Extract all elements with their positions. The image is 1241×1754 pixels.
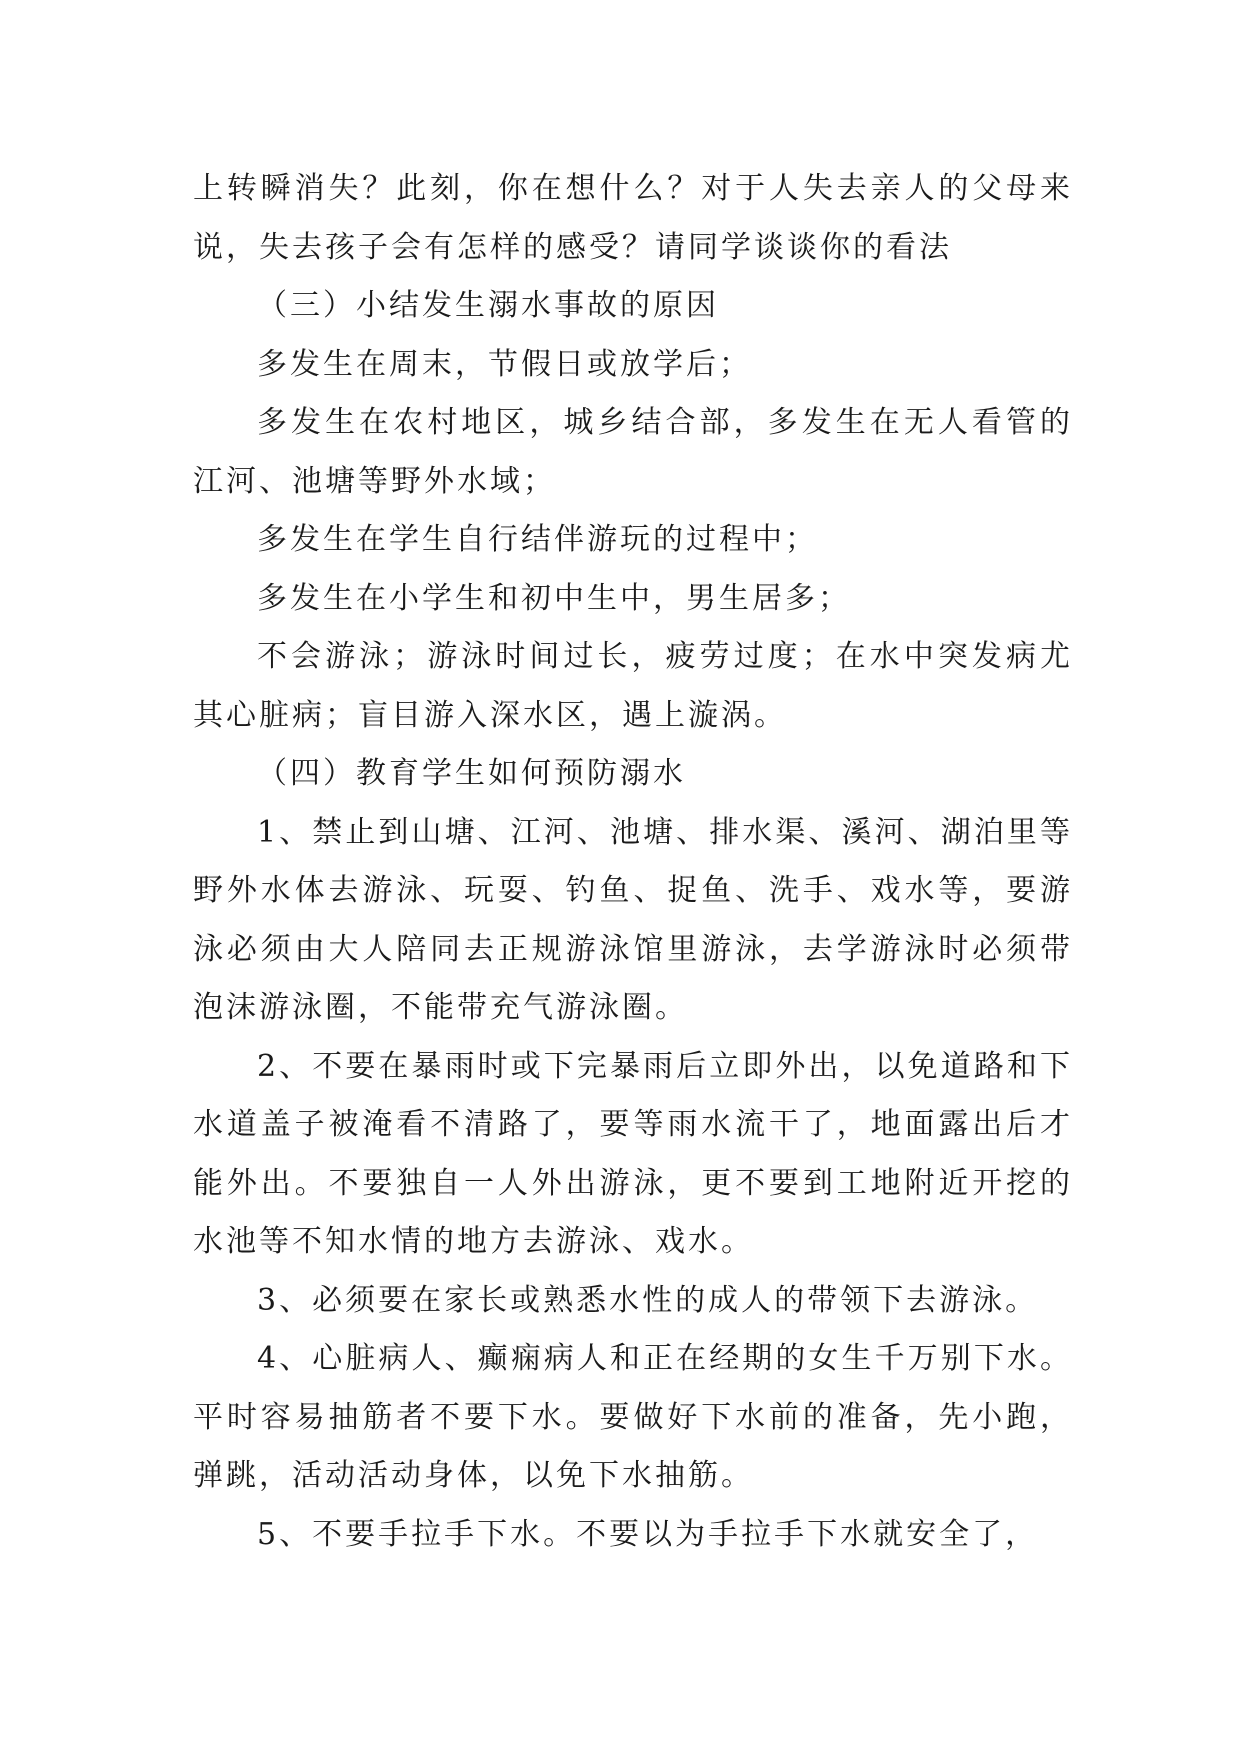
paragraph-continuation: 上转瞬消失？此刻，你在想什么？对于人失去亲人的父母来说，失去孩子会有怎样的感受？请同学谈谈你的看法	[193, 171, 1073, 265]
document-body	[193, 160, 1073, 1564]
list-item-5: 5、不要手拉手下水。不要以为手拉手下水就安全了，	[257, 1516, 1039, 1552]
list-item-2: 2、不要在暴雨时或下完暴雨后立即外出，以免道路和下水道盖子被淹看不清路了，要等雨水流干了，地面露出后才能外出。不要独自一人外出游泳，更不要到工地附近开挖的水池等不知水情的地方去游泳、戏水。	[193, 1048, 1073, 1259]
list-item-1: 1、禁止到山塘、江河、池塘、排水渠、溪河、湖泊里等野外水体去游泳、玩耍、钓鱼、捉鱼、洗手、戏水等，要游泳必须由大人陪同去正规游泳馆里游泳，去学游泳时必须带泡沫游泳圈，不能带充气游泳圈。	[193, 814, 1073, 1025]
section-heading-4: （四）教育学生如何预防溺水	[257, 756, 686, 791]
list-item-3: 3、必须要在家长或熟悉水性的成人的带领下去游泳。	[257, 1282, 1039, 1318]
paragraph: 多发生在农村地区，城乡结合部，多发生在无人看管的江河、池塘等野外水域；	[193, 405, 1073, 499]
list-item-4: 4、心脏病人、癫痫病人和正在经期的女生千万别下水。平时容易抽筋者不要下水。要做好下水前的准备，先小跑，弹跳，活动活动身体，以免下水抽筋。	[193, 1341, 1073, 1493]
paragraph: 多发生在学生自行结伴游玩的过程中；	[257, 522, 818, 557]
paragraph: 多发生在周末，节假日或放学后；	[257, 346, 752, 382]
paragraph: 多发生在小学生和初中生中，男生居多；	[257, 580, 851, 616]
paragraph: 不会游泳；游泳时间过长，疲劳过度；在水中突发病尤其心脏病；盲目游入深水区，遇上漩涡。	[193, 639, 1073, 733]
section-heading-3: （三）小结发生溺水事故的原因	[257, 288, 719, 323]
